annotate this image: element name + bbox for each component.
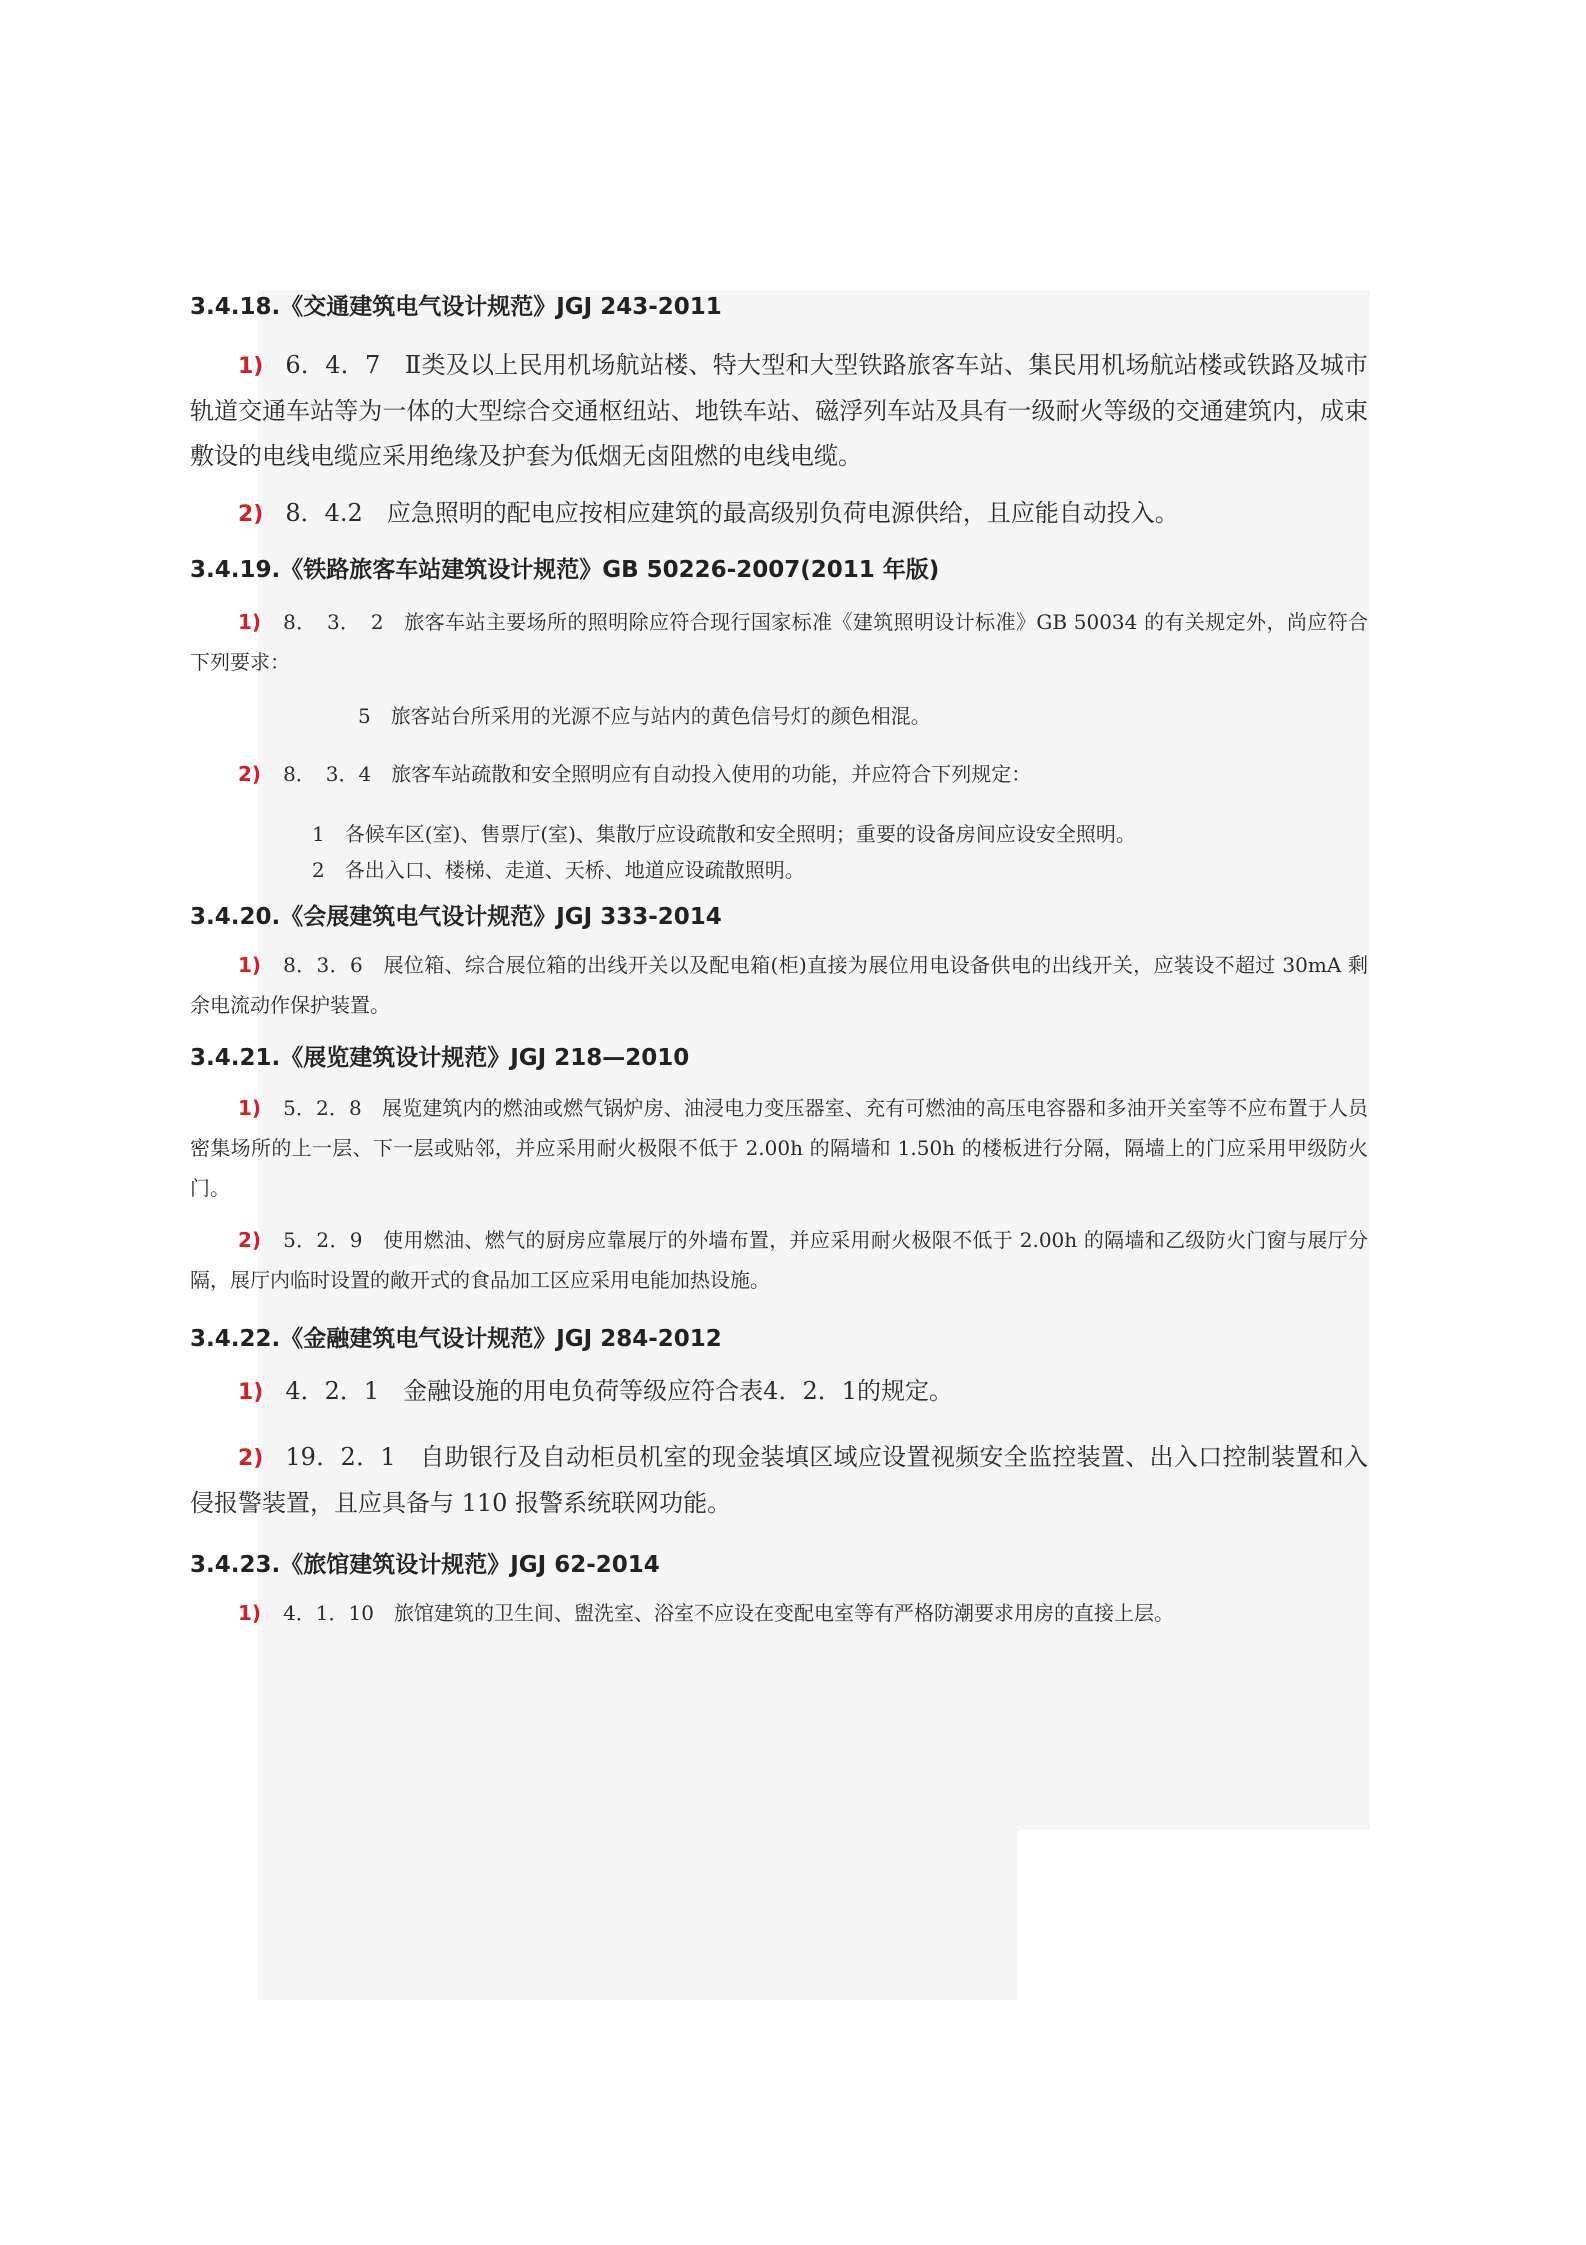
document-page bbox=[190, 270, 1368, 1633]
clause-item bbox=[190, 1593, 1368, 1633]
section-heading-3-4-21: 3.4.21.《展览建筑设计规范》JGJ 218—2010 bbox=[190, 1045, 690, 1071]
clause-text: 5．2．9 使用燃油、燃气的厨房应靠展厅的外墙布置，并应采用耐火极限不低于 2.00h 的隔墙和乙级防火门窗与展厅分隔，展厅内临时设置的敞开式的食品加工区应采用电能加热设施。 bbox=[190, 1228, 1368, 1292]
sub-clause: 1 各候车区(室)、售票厅(室)、集散厅应设疏散和安全照明；重要的设备房间应设安全照明。 bbox=[312, 822, 1136, 846]
item-marker: 1) bbox=[238, 1601, 262, 1625]
clause-item bbox=[190, 754, 1368, 794]
clause-text: 5．2．8 展览建筑内的燃油或燃气锅炉房、油浸电力变压器室、充有可燃油的高压电容器和多油开关室等不应布置于人员密集场所的上一层、下一层或贴邻，并应采用耐火极限不低于 2.00h 的隔墙和 1.50h 的楼板进行分隔，隔墙上的门应采用甲级防火门。 bbox=[190, 1096, 1368, 1200]
clause-text: 8． 3． 2 旅客车站主要场所的照明除应符合现行国家标准《建筑照明设计标准》GB 50034 的有关规定外，尚应符合下列要求： bbox=[190, 610, 1368, 674]
sub-clause: 5 旅客站台所采用的光源不应与站内的黄色信号灯的颜色相混。 bbox=[358, 704, 931, 728]
clause-text: 8．4.2 应急照明的配电应按相应建筑的最高级别负荷电源供给，且应能自动投入。 bbox=[285, 499, 1179, 527]
section-heading-3-4-22: 3.4.22.《金融建筑电气设计规范》JGJ 284-2012 bbox=[190, 1326, 722, 1352]
clause-item bbox=[190, 491, 1368, 537]
item-marker: 1) bbox=[238, 610, 262, 634]
section-heading-3-4-23: 3.4.23.《旅馆建筑设计规范》JGJ 62-2014 bbox=[190, 1552, 660, 1578]
clause-item bbox=[190, 945, 1368, 1025]
clause-item bbox=[190, 602, 1368, 682]
page-shading-lower bbox=[258, 1830, 1018, 2000]
item-marker: 1) bbox=[238, 1380, 264, 1405]
clause-item bbox=[190, 1220, 1368, 1300]
clause-text: 19．2．1 自助银行及自动柜员机室的现金装填区域应设置视频安全监控装置、出入口控制装置和入侵报警装置，且应具备与 110 报警系统联网功能。 bbox=[190, 1443, 1368, 1517]
clause-item bbox=[190, 343, 1368, 479]
clause-item bbox=[190, 1435, 1368, 1526]
section-heading-3-4-20: 3.4.20.《会展建筑电气设计规范》JGJ 333-2014 bbox=[190, 904, 722, 930]
item-marker: 2) bbox=[238, 1228, 262, 1252]
item-marker: 2) bbox=[238, 1446, 264, 1471]
clause-text: 8．3．6 展位箱、综合展位箱的出线开关以及配电箱(柜)直接为展位用电设备供电的出线开关，应装设不超过 30mA 剩余电流动作保护装置。 bbox=[190, 953, 1368, 1017]
item-marker: 1) bbox=[238, 354, 264, 379]
section-heading-3-4-18: 3.4.18.《交通建筑电气设计规范》JGJ 243-2011 bbox=[190, 294, 722, 320]
item-marker: 1) bbox=[238, 953, 262, 977]
item-marker: 2) bbox=[238, 762, 262, 786]
clause-item bbox=[190, 1369, 1368, 1415]
item-marker: 1) bbox=[238, 1096, 262, 1120]
clause-text: 8． 3．4 旅客车站疏散和安全照明应有自动投入使用的功能，并应符合下列规定： bbox=[283, 762, 1032, 786]
clause-item bbox=[190, 1088, 1368, 1208]
section-heading-3-4-19: 3.4.19.《铁路旅客车站建筑设计规范》GB 50226-2007(2011 年版) bbox=[190, 557, 940, 583]
clause-text: 6．4．7 Ⅱ类及以上民用机场航站楼、特大型和大型铁路旅客车站、集民用机场航站楼或铁路及城市轨道交通车站等为一体的大型综合交通枢纽站、地铁车站、磁浮列车站及具有一级耐火等级的交通建筑内，成束敷设的电线电缆应采用绝缘及护套为低烟无卤阻燃的电线电缆。 bbox=[190, 351, 1368, 470]
clause-text: 4．2．1 金融设施的用电负荷等级应符合表4．2．1的规定。 bbox=[285, 1377, 953, 1405]
clause-text: 4．1．10 旅馆建筑的卫生间、盥洗室、浴室不应设在变配电室等有严格防潮要求用房的直接上层。 bbox=[283, 1601, 1174, 1625]
item-marker: 2) bbox=[238, 502, 264, 527]
sub-clause: 2 各出入口、楼梯、走道、天桥、地道应设疏散照明。 bbox=[312, 858, 805, 882]
